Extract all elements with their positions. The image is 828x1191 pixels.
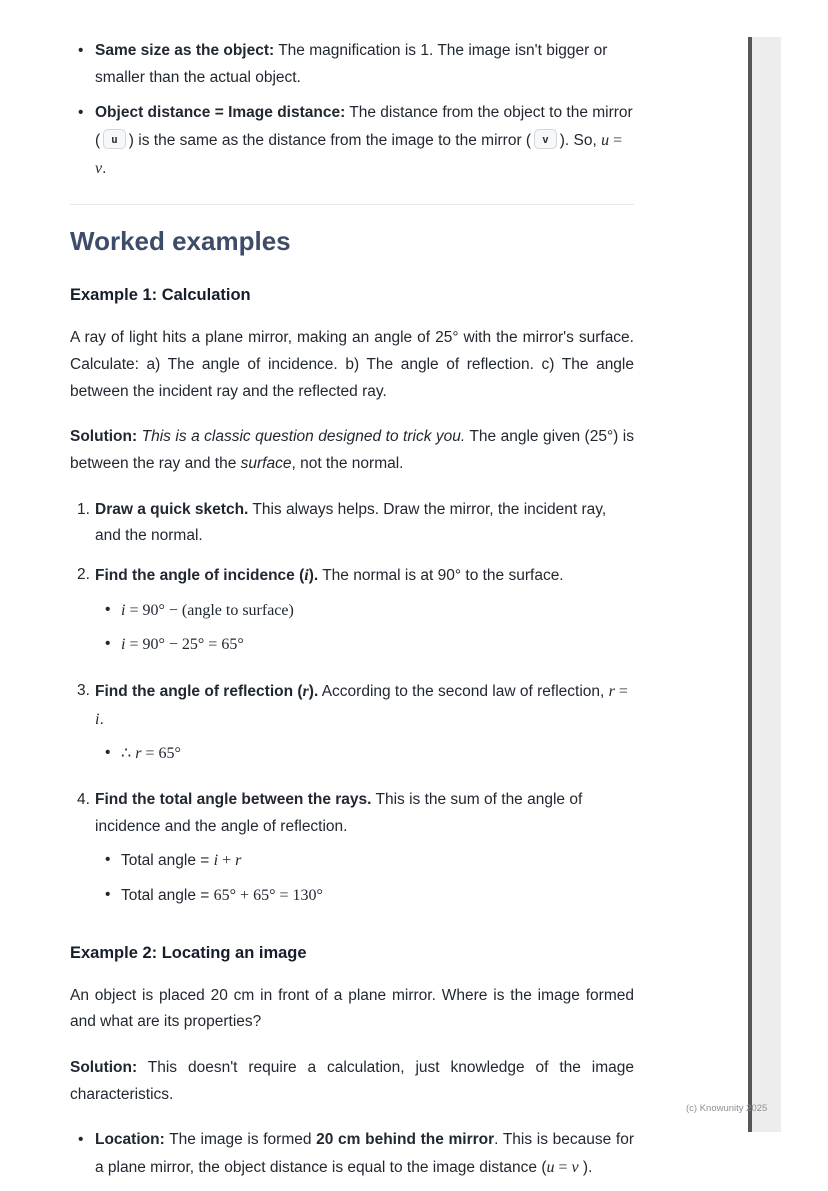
sub-item	[95, 597, 634, 625]
step-number: 1.	[77, 500, 90, 518]
step-1	[70, 497, 634, 550]
math-var: r	[235, 852, 242, 870]
math-line	[121, 882, 634, 910]
step-3-sublist	[95, 740, 634, 768]
text-run: Total angle =	[121, 852, 214, 870]
step-text	[95, 678, 634, 775]
text-run: The normal is at 90° to the surface.	[318, 566, 564, 584]
math-expression: = 65°	[141, 745, 181, 763]
math-var: i	[95, 710, 100, 728]
text-run: .	[99, 710, 104, 728]
text-run: ) is the same as the distance from the image to the mirror (	[128, 131, 532, 149]
code-chip-u: u	[103, 129, 126, 149]
math-op: =	[554, 1159, 572, 1177]
bullet-icon: •	[105, 885, 111, 903]
bold-run: Location:	[95, 1131, 165, 1149]
math-var: r	[135, 745, 142, 763]
math-var: v	[571, 1159, 579, 1177]
math-var: r	[302, 682, 309, 700]
example1-solution	[70, 424, 634, 477]
bold-run: Find the total angle between the rays.	[95, 790, 372, 808]
math-line	[121, 631, 634, 659]
bullet-icon: •	[105, 744, 111, 762]
math-op: +	[218, 852, 236, 870]
italic-run: This is a classic question designed to trick you.	[137, 428, 466, 446]
bold-run: Find the angle of reflection (	[95, 682, 303, 700]
step-text	[95, 787, 634, 917]
math-line	[121, 740, 634, 768]
math-var: u	[601, 131, 610, 149]
bullet-icon: •	[78, 1131, 84, 1149]
solution-steps-list	[70, 497, 634, 917]
text-run: The magnification is 1. The image isn't bigger or smaller than the actual object.	[95, 42, 608, 86]
text-run: ).	[578, 1159, 593, 1177]
bullet-icon: •	[105, 851, 111, 869]
sub-item	[95, 740, 634, 768]
section-heading: Worked examples	[70, 226, 291, 257]
math-op: =	[609, 131, 623, 149]
bold-run: ).	[308, 566, 319, 584]
math-var: i	[304, 566, 309, 584]
bold-run: Solution:	[70, 1059, 138, 1077]
text-run: ). So,	[559, 131, 602, 149]
example2-properties-list	[70, 1127, 634, 1181]
math-line	[121, 597, 634, 625]
list-item-text	[95, 1127, 634, 1181]
section-divider	[70, 204, 634, 205]
text-run: This always helps. Draw the mirror, the incident ray, and the normal.	[95, 500, 607, 545]
text-run: The angle given (25°) is between the ray and the	[70, 428, 634, 472]
bold-run: Object distance = Image distance:	[95, 104, 346, 122]
text-run: .	[102, 159, 107, 177]
step-2-sublist	[95, 597, 634, 659]
math-var: r	[608, 682, 615, 700]
bullet-icon: •	[105, 635, 111, 653]
math-var: u	[546, 1159, 555, 1177]
step-2	[70, 562, 634, 666]
bold-run: Find the angle of incidence (	[95, 566, 305, 584]
text-run: This is the sum of the angle of incidence and the angle of reflection.	[95, 790, 583, 835]
sub-item	[95, 631, 634, 659]
math-expression: 65° + 65° = 130°	[213, 886, 323, 904]
step-3	[70, 678, 634, 775]
text-run: , not the normal.	[291, 454, 404, 472]
text-run: According to the second law of reflection,	[318, 682, 609, 700]
bullet-icon: •	[78, 42, 84, 59]
math-expression: = 90° − 25° = 65°	[125, 636, 244, 654]
text-run: The image is formed	[164, 1131, 317, 1149]
image-properties-list	[70, 38, 634, 182]
step-4-sublist	[95, 847, 634, 909]
scrollbar-thumb[interactable]	[748, 37, 752, 1132]
example2-problem: An object is placed 20 cm in front of a plane mirror. Where is the image formed and what are its properties?	[70, 986, 634, 1031]
bold-run: ).	[308, 682, 319, 700]
example2-solution	[70, 1055, 634, 1108]
step-number: 2.	[77, 565, 90, 583]
bullet-icon: •	[78, 104, 84, 122]
step-number: 4.	[77, 790, 90, 808]
math-var: i	[213, 852, 219, 870]
bold-run: Same size as the object:	[95, 42, 275, 59]
list-item-text	[95, 100, 634, 182]
text-run: This doesn't require a calculation, just knowledge of the image characteristics.	[70, 1059, 634, 1103]
bold-run: 20 cm behind the mirror	[316, 1131, 495, 1149]
step-4	[70, 787, 634, 917]
italic-run: surface	[240, 454, 292, 472]
math-expression: = 90° − (angle to surface)	[125, 601, 294, 619]
code-chip-v: v	[534, 129, 557, 149]
example2-title: Example 2: Locating an image	[70, 943, 307, 962]
text-run: The distance from the object to the mirror (	[95, 104, 633, 149]
list-item-location	[70, 1127, 634, 1181]
text-run: . This is because for a plane mirror, the object distance is equal to the image distance (	[95, 1131, 634, 1177]
math-line	[121, 847, 634, 875]
example1-title: Example 1: Calculation	[70, 286, 251, 305]
watermark: (c) Knowunity 2025	[686, 1103, 768, 1114]
math-var: v	[95, 159, 103, 177]
bold-run: Solution:	[70, 428, 138, 446]
math-op: =	[614, 682, 628, 700]
bullet-icon: •	[105, 600, 111, 618]
math-var: i	[121, 636, 126, 654]
sub-item	[95, 882, 634, 910]
step-text	[95, 497, 634, 550]
step-text	[95, 562, 634, 666]
document-content	[70, 38, 634, 1191]
bold-run: Draw a quick sketch.	[95, 500, 249, 518]
example1-problem: A ray of light hits a plane mirror, making an angle of 25° with the mirror's surface. Calculate: a) The angle of incidence. b) The angle of reflection. c) The angle between the incident ray and the reflected ray.	[70, 329, 634, 400]
text-run: Total angle =	[121, 886, 214, 904]
sub-item	[95, 847, 634, 875]
scrollbar-track[interactable]	[752, 37, 781, 1132]
therefore-symbol: ∴	[121, 745, 136, 763]
math-var: i	[121, 601, 126, 619]
step-number: 3.	[77, 681, 90, 699]
list-item-same-size	[70, 38, 634, 91]
list-item-object-distance	[70, 100, 634, 182]
list-item-text	[95, 38, 634, 91]
